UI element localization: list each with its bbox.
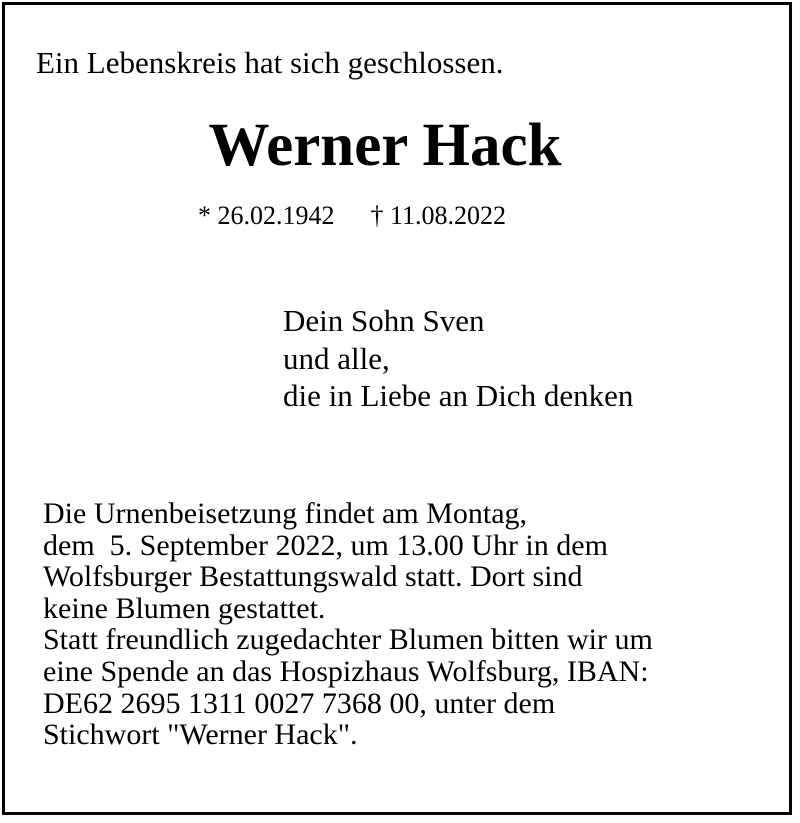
deceased-name: Werner Hack xyxy=(208,112,562,179)
notice-line: DE62 2695 1311 0027 7368 00, unter dem xyxy=(43,686,556,720)
funeral-notice xyxy=(43,498,653,751)
death-date: † 11.08.2022 xyxy=(370,201,507,230)
mourners-line: und alle, xyxy=(283,340,390,376)
mourners-line: die in Liebe an Dich denken xyxy=(283,378,634,413)
life-dates xyxy=(198,200,506,232)
notice-line: dem 5. September 2022, um 13.00 Uhr in dem xyxy=(43,528,608,562)
notice-line: Wolfsburger Bestattungswald statt. Dort sind xyxy=(43,560,583,594)
birth-date: * 26.02.1942 xyxy=(198,201,335,230)
intro-line: Ein Lebenskreis hat sich geschlossen. xyxy=(36,45,504,80)
notice-line: eine Spende an das Hospizhaus Wolfsburg, IBAN: xyxy=(43,654,649,688)
obituary-frame xyxy=(2,2,792,815)
notice-line: Die Urnenbeisetzung findet am Montag, xyxy=(43,497,528,530)
notice-line: keine Blumen gestattet. xyxy=(43,591,326,625)
mourners-block xyxy=(283,302,633,415)
mourners-line: Dein Sohn Sven xyxy=(283,303,485,338)
notice-line: Statt freundlich zugedachter Blumen bitten wir um xyxy=(43,623,653,657)
notice-line: Stichwort "Werner Hack". xyxy=(43,718,358,752)
